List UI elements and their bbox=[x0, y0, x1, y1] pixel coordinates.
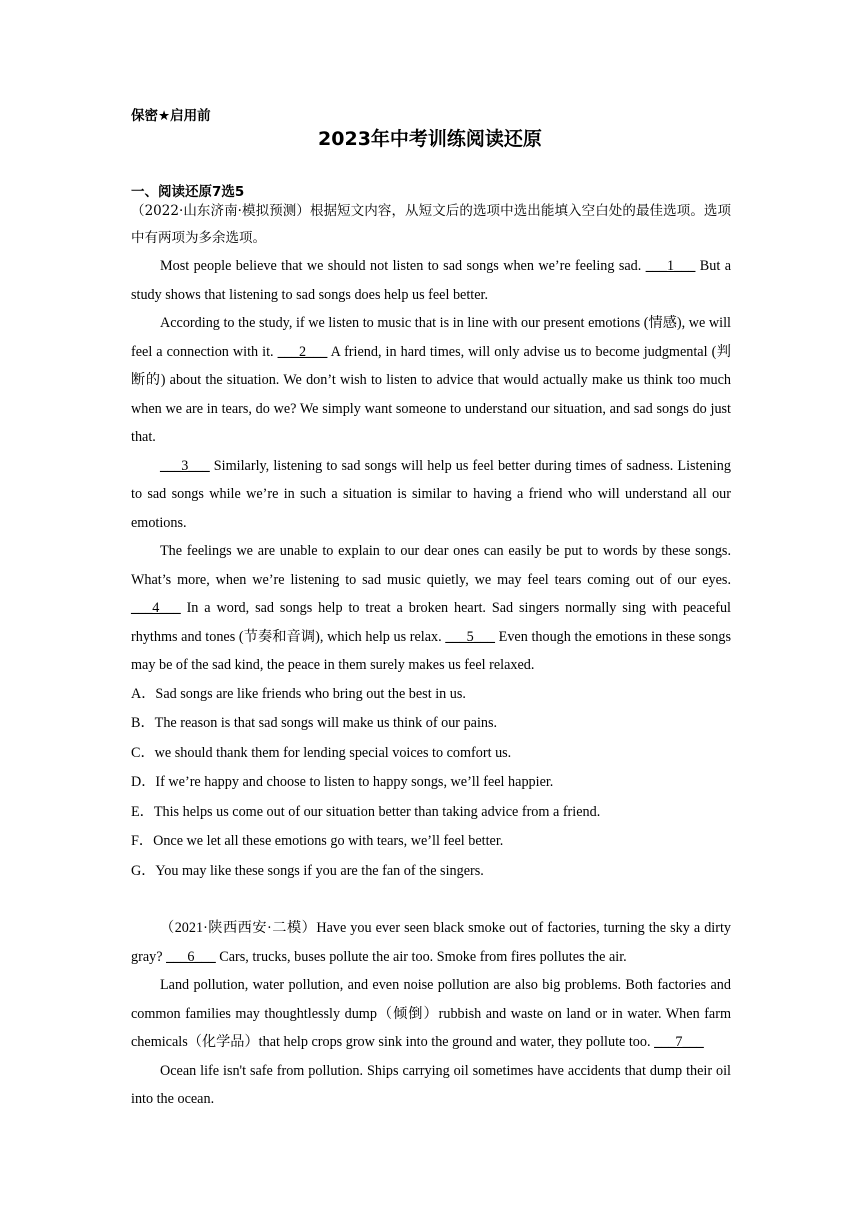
section-spacer bbox=[131, 886, 731, 914]
blank-1: ___1___ bbox=[645, 258, 696, 274]
blank-2: ___2___ bbox=[277, 343, 328, 360]
paragraph-text: Land pollution, water pollution, and even noise pollution are also big problems. Both factories and common families may thoughtlessly dump（倾倒）rubbish and waste on land or in water. When farm chemicals（化学品）that help crops grow sink into the ground and water, they pollute too. bbox=[131, 977, 731, 1050]
paragraph-text: But a study shows that listening to sad songs does help us feel better. bbox=[131, 258, 732, 303]
passage1-paragraph-1 bbox=[131, 252, 731, 309]
paragraph-text: In a word, sad songs help to treat a broken heart. Sad singers normally sing with peaceful rhythms and tones (节奏和音调), which help us relax. bbox=[131, 600, 731, 645]
option-c: C．we should thank them for lending special voices to comfort us. bbox=[131, 744, 512, 761]
blank-3: ___3___ bbox=[160, 457, 210, 474]
question-instruction: （2022·山东济南·模拟预测）根据短文内容，从短文后的选项中选出能填入空白处的最佳选项。选项中有两项为多余选项。 bbox=[131, 203, 731, 246]
blank-6: ___6___ bbox=[166, 948, 216, 965]
paragraph-text: Similarly, listening to sad songs will help us feel better during times of sadness. Listening to sad songs while we’re in such a situation is similar to having a friend who will understand all our emotions. bbox=[131, 457, 731, 531]
paragraph-text: Most people believe that we should not listen to sad songs when we’re feeling sad. bbox=[160, 258, 646, 274]
paragraph-text: Even though the emotions in these songs may be of the sad kind, the peace in them surely makes us feel relaxed. bbox=[131, 628, 731, 673]
option-e: E．This helps us come out of our situation better than taking advice from a friend. bbox=[131, 803, 601, 820]
option-f: F．Once we let all these emotions go with tears, we’ll feel better. bbox=[131, 833, 504, 849]
paragraph-text: Cars, trucks, buses pollute the air too. Smoke from fires pollutes the air. bbox=[215, 948, 627, 965]
option-b: B．The reason is that sad songs will make us think of our pains. bbox=[131, 715, 498, 731]
paragraph-text: Have you ever seen black smoke out of factories, turning the sky a dirty gray? bbox=[131, 920, 731, 965]
confidential-label: 保密★启用前 bbox=[131, 108, 211, 124]
document-body bbox=[131, 198, 731, 1114]
paragraph-text: According to the study, if we listen to music that is in line with our present emotions (情感), we will feel a connection with it. bbox=[131, 315, 731, 360]
passage2-paragraph-3: Ocean life isn't safe from pollution. Ships carrying oil sometimes have accidents that dump their oil into the ocean. bbox=[131, 1062, 731, 1107]
passage1-paragraph-2 bbox=[131, 309, 731, 452]
page-title: 2023年中考训练阅读还原 bbox=[318, 128, 542, 150]
section-heading: 一、阅读还原7选5 bbox=[131, 184, 245, 200]
passage2-paragraph-1 bbox=[131, 914, 731, 971]
passage1-paragraph-4 bbox=[131, 537, 731, 680]
source-label: （2021·陕西西安·二模） bbox=[160, 920, 317, 936]
option-d: D．If we’re happy and choose to listen to happy songs, we’ll feel happier. bbox=[131, 774, 554, 790]
blank-4: ___4___ bbox=[131, 600, 181, 616]
option-a: A．Sad songs are like friends who bring out the best in us. bbox=[131, 685, 466, 702]
passage1-paragraph-3 bbox=[131, 452, 731, 538]
blank-5: ___5___ bbox=[445, 628, 495, 645]
passage2-paragraph-2 bbox=[131, 971, 731, 1057]
paragraph-text: A friend, in hard times, will only advise us to become judgmental (判断的) about the situation. We don’t wish to listen to advice that would actually make us think too much when we are in tears, do we? We simply want someone to understand our situation, and sad songs do just that. bbox=[131, 343, 731, 445]
blank-7: ___7___ bbox=[654, 1034, 704, 1050]
paragraph-text: The feelings we are unable to explain to our dear ones can easily be put to words by these songs. What’s more, when we’re listening to sad music quietly, we may feel tears coming out of our eyes. bbox=[131, 543, 731, 588]
option-g: G．You may like these songs if you are the fan of the singers. bbox=[131, 862, 484, 879]
